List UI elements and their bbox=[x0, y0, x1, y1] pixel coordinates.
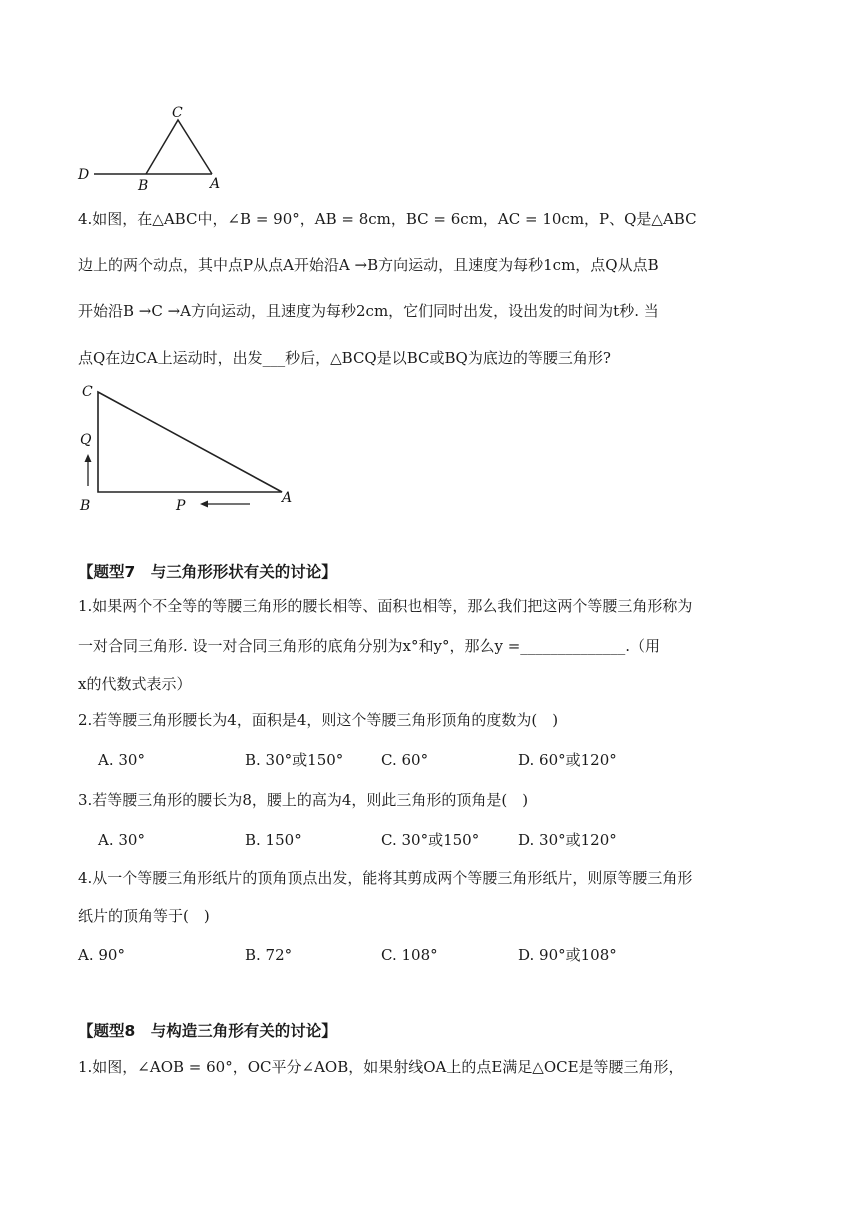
s7-q4-stem-2: 纸片的顶角等于( ) bbox=[78, 907, 210, 925]
s7-q3-option-a: A. 30° bbox=[98, 831, 145, 849]
section-8-heading: 【题型8 与构造三角形有关的讨论】 bbox=[78, 1022, 337, 1040]
section-7-heading: 【题型7 与三角形形状有关的讨论】 bbox=[78, 563, 337, 581]
label-a2: A bbox=[282, 490, 293, 506]
q4-line-4: 点Q在边CA上运动时，出发___秒后，△BCQ是以BC或BQ为底边的等腰三角形? bbox=[78, 349, 611, 367]
q4-line-1: 4.如图，在△ABC中，∠B = 90°，AB = 8cm，BC = 6cm，AC = 10cm，P、Q是△ABC bbox=[78, 210, 697, 228]
figure-triangle-dba bbox=[70, 100, 240, 195]
s7-q2-stem: 2.若等腰三角形腰长为4，面积是4，则这个等腰三角形顶角的度数为( ) bbox=[78, 711, 559, 729]
label-p: P bbox=[176, 498, 186, 514]
s7-q4-stem-1: 4.从一个等腰三角形纸片的顶角顶点出发，能将其剪成两个等腰三角形纸片，则原等腰三角形 bbox=[78, 869, 693, 887]
label-d: D bbox=[78, 167, 90, 183]
s7-q4-option-c: C. 108° bbox=[381, 946, 438, 964]
figure-right-triangle-abc bbox=[72, 378, 302, 518]
s7-q2-option-a: A. 30° bbox=[98, 751, 145, 769]
label-a: A bbox=[210, 176, 221, 192]
label-b2: B bbox=[80, 498, 91, 514]
s7-q3-option-c: C. 30°或150° bbox=[381, 831, 480, 849]
s7-q2-option-d: D. 60°或120° bbox=[518, 751, 617, 769]
label-q: Q bbox=[80, 432, 92, 448]
s7-q4-option-d: D. 90°或108° bbox=[518, 946, 617, 964]
label-c: C bbox=[172, 105, 183, 121]
s7-q3-stem: 3.若等腰三角形的腰长为8，腰上的高为4，则此三角形的顶角是( ) bbox=[78, 791, 529, 809]
s7-q2-option-c: C. 60° bbox=[381, 751, 429, 769]
q4-line-2: 边上的两个动点，其中点P从点A开始沿A →B方向运动，且速度为每秒1cm，点Q从点B bbox=[78, 256, 659, 274]
s7-q3-option-d: D. 30°或120° bbox=[518, 831, 617, 849]
s7-q2-option-b: B. 30°或150° bbox=[245, 751, 344, 769]
s8-q1-line-1: 1.如图，∠AOB = 60°，OC平分∠AOB，如果射线OA上的点E满足△OCE是等腰三角形， bbox=[78, 1058, 684, 1076]
s7-q4-option-b: B. 72° bbox=[245, 946, 293, 964]
s7-q3-option-b: B. 150° bbox=[245, 831, 302, 849]
label-c2: C bbox=[82, 384, 93, 400]
s7-q1-line-3: x的代数式表示） bbox=[78, 675, 192, 693]
q4-line-3: 开始沿B →C →A方向运动，且速度为每秒2cm，它们同时出发，设出发的时间为t秒. 当 bbox=[78, 302, 659, 320]
label-b: B bbox=[138, 178, 149, 194]
s7-q4-option-a: A. 90° bbox=[78, 946, 125, 964]
s7-q1-line-1: 1.如果两个不全等的等腰三角形的腰长相等、面积也相等，那么我们把这两个等腰三角形称为 bbox=[78, 597, 693, 615]
s7-q1-line-2: 一对合同三角形. 设一对合同三角形的底角分别为x°和y°，那么y =______________.（用 bbox=[78, 637, 661, 655]
